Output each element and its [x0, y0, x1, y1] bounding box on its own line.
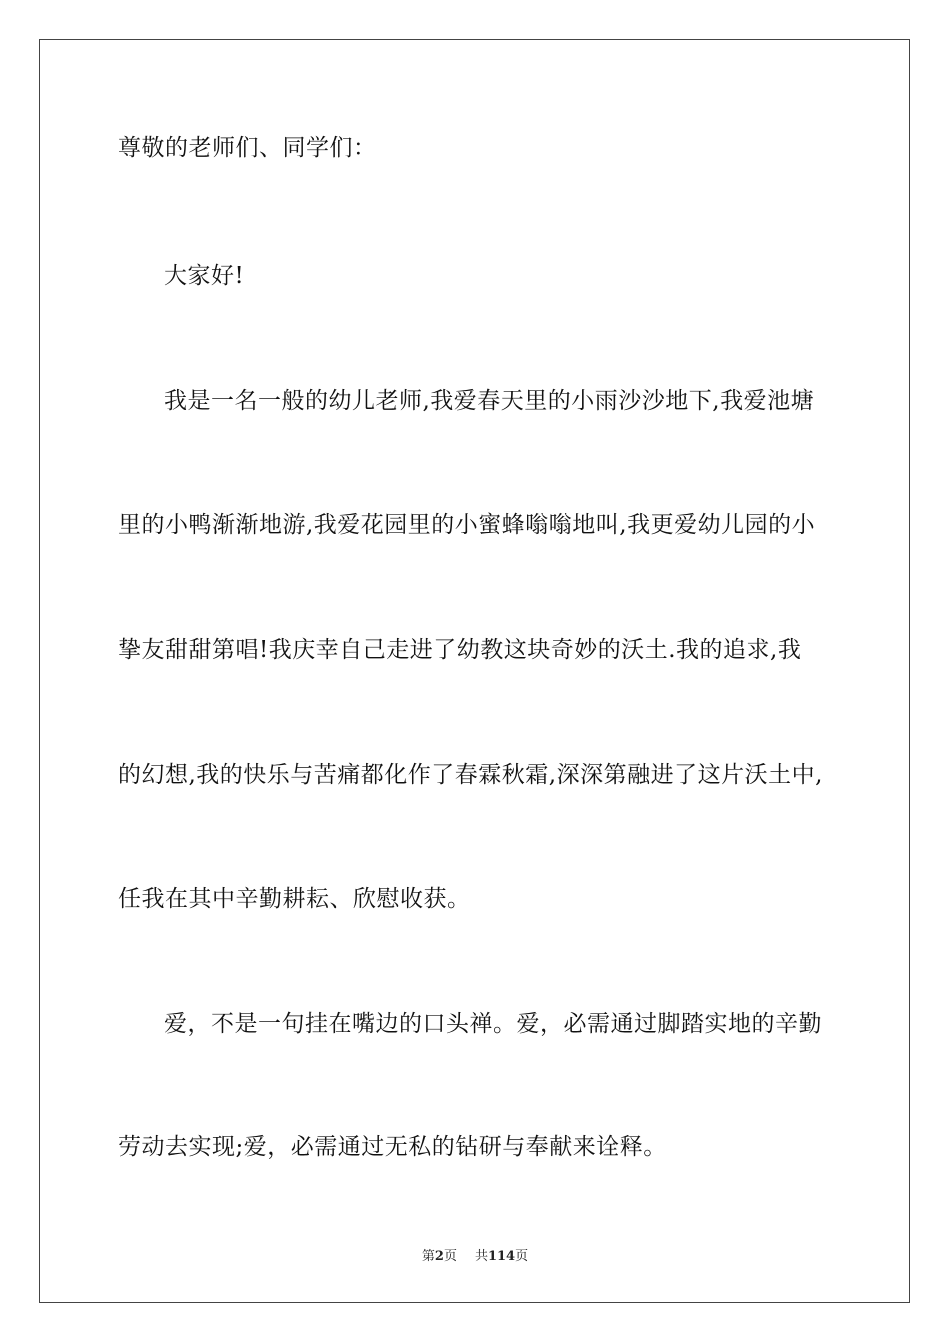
page-border: [39, 39, 910, 1303]
paragraph-line: 任我在其中辛勤耕耘、欣慰收获。: [118, 886, 471, 912]
paragraph-line: 劳动去实现;爱，必需通过无私的钻研与奉献来诠释。: [118, 1134, 667, 1160]
paragraph-line: 挚友甜甜第唱!我庆幸自己走进了幼教这块奇妙的沃土.我的追求,我: [118, 637, 802, 663]
salutation-line: 尊敬的老师们、同学们：: [118, 135, 377, 161]
page-prefix: 第: [421, 1249, 435, 1264]
paragraph-line: 爱，不是一句挂在嘴边的口头禅。爱，必需通过脚踏实地的辛勤: [164, 1011, 822, 1037]
paragraph-line: 我是一名一般的幼儿老师,我爱春天里的小雨沙沙地下,我爱池塘: [164, 388, 815, 414]
total-pages: 114: [487, 1249, 516, 1264]
page-footer: [0, 1248, 950, 1266]
page-number: 2: [434, 1249, 444, 1264]
paragraph-line: 里的小鸭渐渐地游,我爱花园里的小蜜蜂嗡嗡地叫,我更爱幼儿园的小: [118, 512, 816, 538]
greeting-line: 大家好!: [164, 263, 245, 289]
total-prefix: 共: [474, 1249, 488, 1264]
total-suffix: 页: [515, 1249, 529, 1264]
paragraph-line: 的幻想,我的快乐与苦痛都化作了春霖秋霜,深深第融进了这片沃土中,: [118, 762, 823, 788]
page-suffix: 页: [443, 1249, 457, 1264]
